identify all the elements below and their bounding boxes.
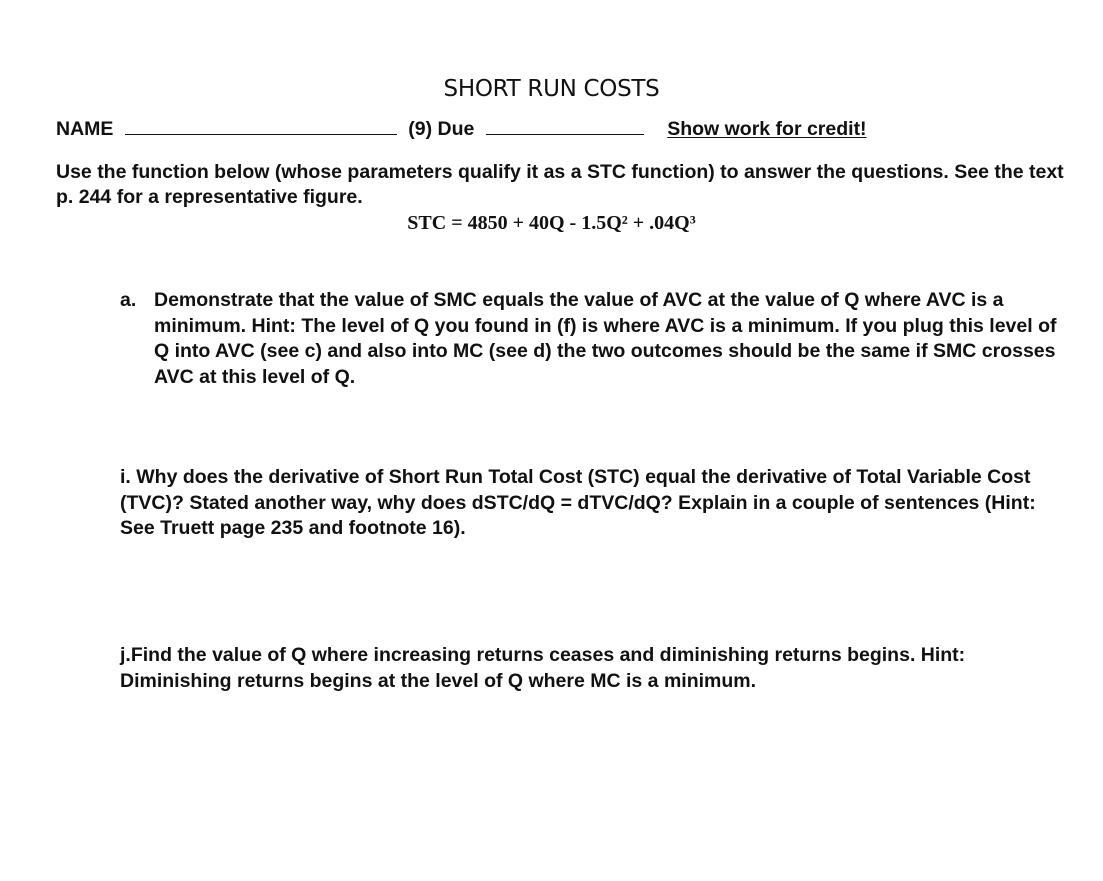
name-blank — [125, 116, 397, 135]
credit-note: Show work for credit! — [667, 118, 867, 140]
stc-formula: STC = 4850 + 40Q - 1.5Q² + .04Q³ — [407, 212, 696, 234]
due-blank — [486, 116, 644, 135]
question-j: j.Find the value of Q where increasing returns ceases and diminishing returns begins. Hint: Diminishing returns begins at the level of Q where MC is a minimum. — [120, 644, 966, 692]
question-a — [120, 288, 1060, 390]
intro-paragraph: Use the function below (whose parameters qualify it as a STC function) to answer the questions. See the text p. 244 for a representative figure. — [56, 161, 1064, 208]
header-row — [56, 116, 867, 141]
due-label: (9) Due — [408, 118, 475, 140]
page-title: SHORT RUN COSTS — [443, 76, 660, 102]
question-a-marker: a. — [120, 289, 137, 311]
name-label: NAME — [56, 118, 114, 140]
question-i: i. Why does the derivative of Short Run Total Cost (STC) equal the derivative of Total Variable Cost (TVC)? Stated another way, why does dSTC/dQ = dTVC/dQ? Explain in a couple of sentences (Hint: See Truett page 235 and footnote 16). — [120, 466, 1036, 539]
question-a-text: Demonstrate that the value of SMC equals the value of AVC at the value of Q where AVC is a minimum. Hint: The level of Q you found in (f) is where AVC is a minimum. If you plug this level of Q into AVC (see c) and also into MC (see d) the two outcomes should be the same if SMC crosses AVC at this level of Q. — [154, 289, 1057, 388]
